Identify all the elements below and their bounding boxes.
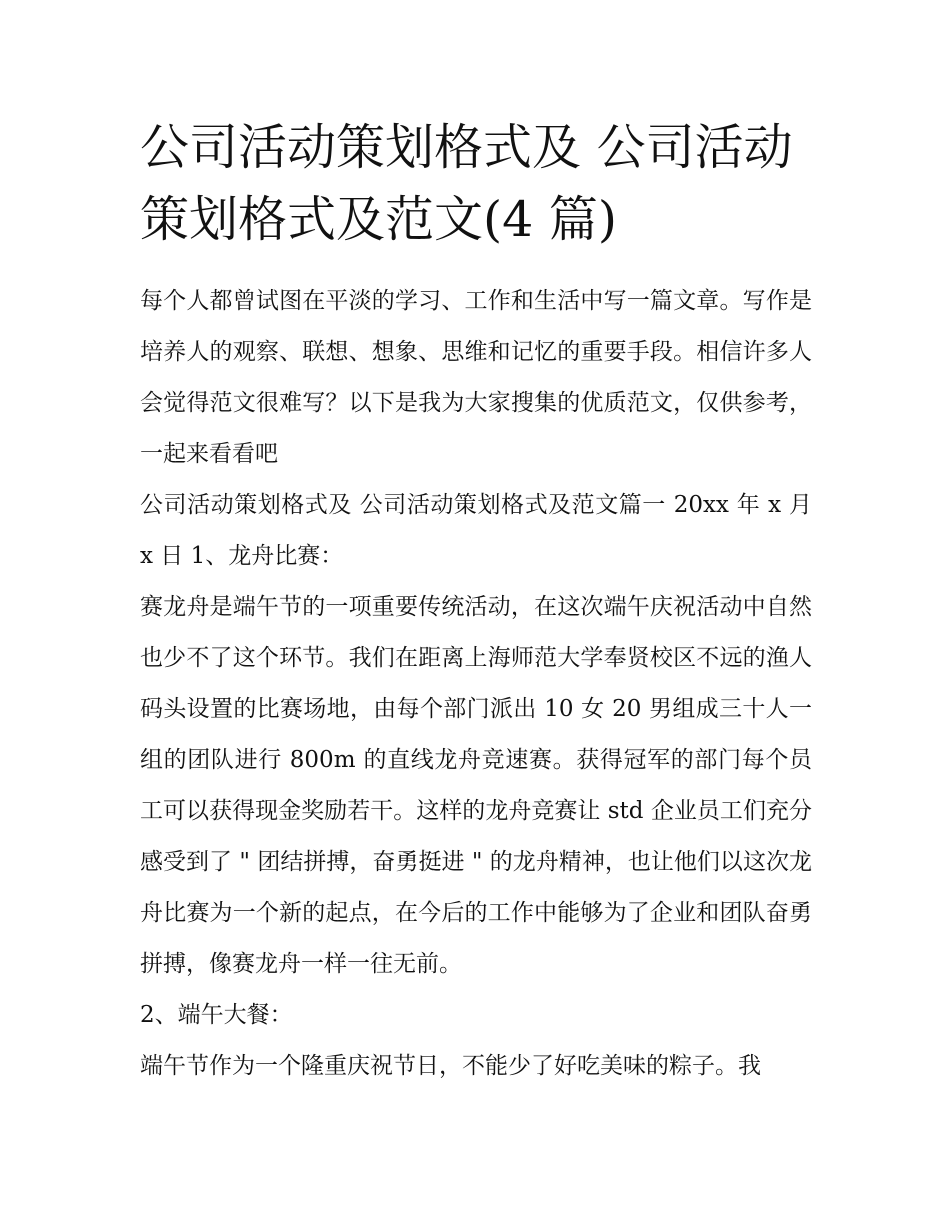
dragon-boat-paragraph: 赛龙舟是端午节的一项重要传统活动，在这次端午庆祝活动中自然也少不了这个环节。我们在距离上海师范大学奉贤校区不远的渔人码头设置的比赛场地，由每个部门派出 10 女 20 男组成三十人一组的团队进行 800m 的直线龙舟竞速赛。获得冠军的部门每个员工可以获得现金奖励若干。这样的龙舟竞赛让 std 企业员工们充分感受到了 " 团结拼搏，奋勇挺进 " 的龙舟精神，也让他们以这次龙舟比赛为一个新的起点，在今后的工作中能够为了企业和团队奋勇拼搏，像赛龙舟一样一往无前。 (140, 594, 812, 977)
dinner-paragraph: 端午节作为一个隆重庆祝节日，不能少了好吃美味的粽子。我 (140, 1053, 761, 1079)
document-title: 公司活动策划格式及 公司活动策划格式及范文(4 篇) (140, 119, 793, 248)
document-page (140, 112, 812, 1092)
section-heading-paragraph: 公司活动策划格式及 公司活动策划格式及范文篇一 20xx 年 x 月 x 日 1、龙舟比赛： (140, 492, 812, 569)
item-heading-paragraph: 2、端午大餐： (140, 1002, 293, 1028)
intro-paragraph: 每个人都曾试图在平淡的学习、工作和生活中写一篇文章。写作是培养人的观察、联想、想象、思维和记忆的重要手段。相信许多人会觉得范文很难写？以下是我为大家搜集的优质范文，仅供参考，一起来看看吧 (140, 288, 812, 467)
